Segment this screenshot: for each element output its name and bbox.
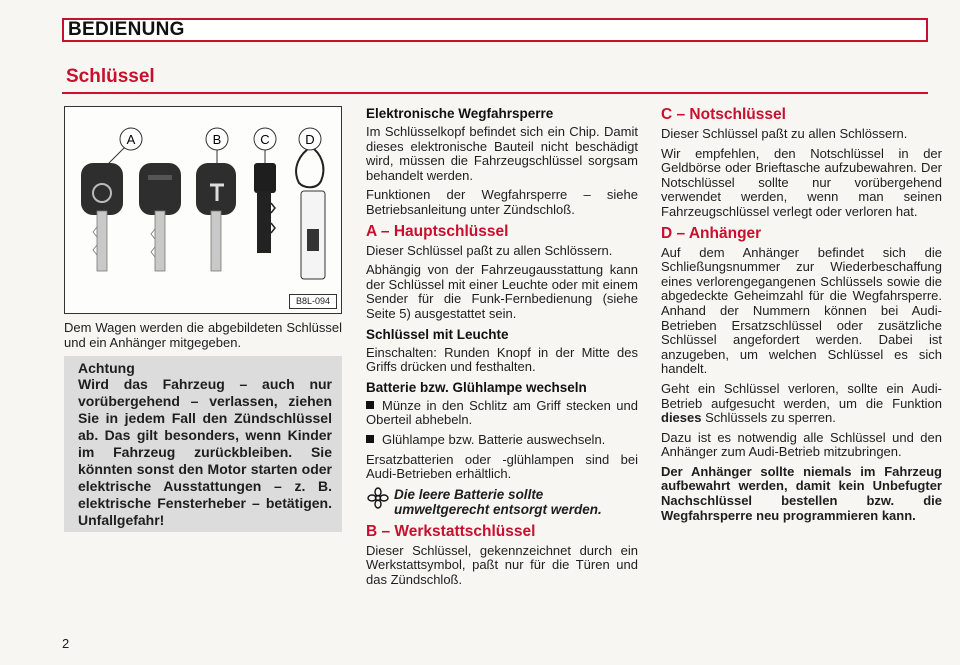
werkstattschluessel-text: Dieser Schlüssel, gekennzeichnet durch ein Werkstattsymbol, paßt nur für die Türen und das Zündschloß. <box>366 542 638 587</box>
callout-d: D <box>305 132 315 147</box>
notschluessel-heading: C – Notschlüssel <box>661 106 786 123</box>
bullet-icon <box>366 435 374 443</box>
ersatz-text: Ersatzbatterien oder -glühlampen sind bei Audi-Betrieben erhältlich. <box>366 451 638 482</box>
batterie-heading: Batterie bzw. Glühlampe wechseln <box>366 379 587 395</box>
page-number: 2 <box>62 636 70 651</box>
anhaenger-text-1: Auf dem Anhänger befindet sich die Schließungsnummer zur Wiederbeschaffung eines verlorengegangenen Schlüssels sowie die abgedeckte Geheimzahl für die Wegfahrsperre. Anhand der Nummern können bei Audi-Betrieben Ersatzschlüssel oder zusätzliche Schlüssel angefordert werden. Dabei ist anzugeben, um welchen Schlüssel es sich handelt. <box>661 244 942 377</box>
hauptschluessel-text-2: Abhängig von der Fahrzeugausstattung kann der Schlüssel mit einer Leuchte oder mit einem Sender für die Funk-Fernbedienung (siehe Seite 5) ausgestattet sein. <box>366 262 638 321</box>
bullet-icon <box>366 401 374 409</box>
environment-note-text: Die leere Batterie sollte umweltgerecht entsorgt werden. <box>394 486 602 517</box>
anhaenger-heading: D – Anhänger <box>661 224 762 242</box>
warning-box <box>64 356 342 532</box>
callout-a: A <box>126 132 136 147</box>
section-divider <box>62 92 928 94</box>
warning-title: Achtung <box>78 360 135 376</box>
callout-c: C <box>260 132 270 147</box>
anhaenger-warning: Der Anhänger sollte niemals im Fahrzeug aufbewahrt werden, damit kein Unbefugter Nachschlüssel bestellen bzw. die Wegfahrsperre neu programmieren kann. <box>661 463 942 523</box>
batterie-step-2: Glühlampe bzw. Batterie auswechseln. <box>366 433 638 448</box>
key-d-tag <box>296 147 325 279</box>
figure-code: B8L-094 <box>289 294 337 309</box>
anhaenger-text-3: Dazu ist es notwendig alle Schlüssel und den Anhänger zum Audi-Betrieb mitzubringen. <box>661 429 942 460</box>
flower-icon <box>366 487 390 509</box>
hauptschluessel-heading: A – Hauptschlüssel <box>366 222 509 240</box>
warning-text: Wird das Fahrzeug – auch nur vorübergehend – verlassen, ziehen Sie in jedem Fall den Zündschlüssel ab. Das gilt besonders, wenn Kinder im Fahrzeug zurückbleiben. Sie könnten sonst den Motor starten oder elektrische Ausstattungen – z. B. elektrische Fensterheber – betätigen. Unfallgefahr! <box>78 376 332 528</box>
callout-b: B <box>212 132 222 147</box>
leuchte-heading: Schlüssel mit Leuchte <box>366 326 509 342</box>
environment-note <box>366 487 638 517</box>
column-right <box>661 106 942 528</box>
werkstattschluessel-heading: B – Werkstattschlüssel <box>366 522 536 540</box>
chapter-title: BEDIENUNG <box>68 19 185 40</box>
wegfahrsperre-text-1: Im Schlüsselkopf befindet sich ein Chip. Damit dieses elektronische Bauteil nicht beschädigt wird, müssen die Fahrzeugschlüssel sorgsam behandelt werden. <box>366 124 638 183</box>
key-a-second <box>139 163 181 271</box>
notschluessel-text-2: Wir empfehlen, den Notschlüssel in der Geldbörse oder Brieftasche aufzubewahren. Der Notschlüssel sollte nur vorübergehend verwendet werden, wenn man seinen Fahrzeugschlüssel verlegt oder verloren hat. <box>661 145 942 219</box>
wegfahrsperre-text-2: Funktionen der Wegfahrsperre – siehe Betriebsanleitung unter Zündschloß. <box>366 187 638 217</box>
figure-caption: Dem Wagen werden die abgebildeten Schlüssel und ein Anhänger mitgegeben. <box>64 320 342 350</box>
key-a <box>81 145 127 271</box>
notschluessel-text-1: Dieser Schlüssel paßt zu allen Schlössern. <box>661 126 908 141</box>
keys-figure <box>64 106 342 314</box>
key-c <box>254 147 276 253</box>
leuchte-text: Einschalten: Runden Knopf in der Mitte des Griffs drücken und festhalten. <box>366 344 638 375</box>
chapter-header <box>62 18 928 42</box>
figure-callouts <box>120 128 321 150</box>
batterie-step-1: Münze in den Schlitz am Griff stecken und Oberteil abhebeln. <box>366 397 638 428</box>
hauptschluessel-text-1: Dieser Schlüssel paßt zu allen Schlössern. <box>366 242 613 258</box>
section-title: Schlüssel <box>66 66 155 87</box>
column-middle <box>366 106 638 592</box>
anhaenger-text-2: Geht ein Schlüssel verloren, sollte ein Audi-Betrieb aufgesucht werden, um die Funktion dieses Schlüssels zu sperren. <box>661 380 942 426</box>
key-b <box>196 145 236 271</box>
keys-illustration <box>65 107 341 313</box>
wegfahrsperre-heading: Elektronische Wegfahrsperre <box>366 106 554 121</box>
